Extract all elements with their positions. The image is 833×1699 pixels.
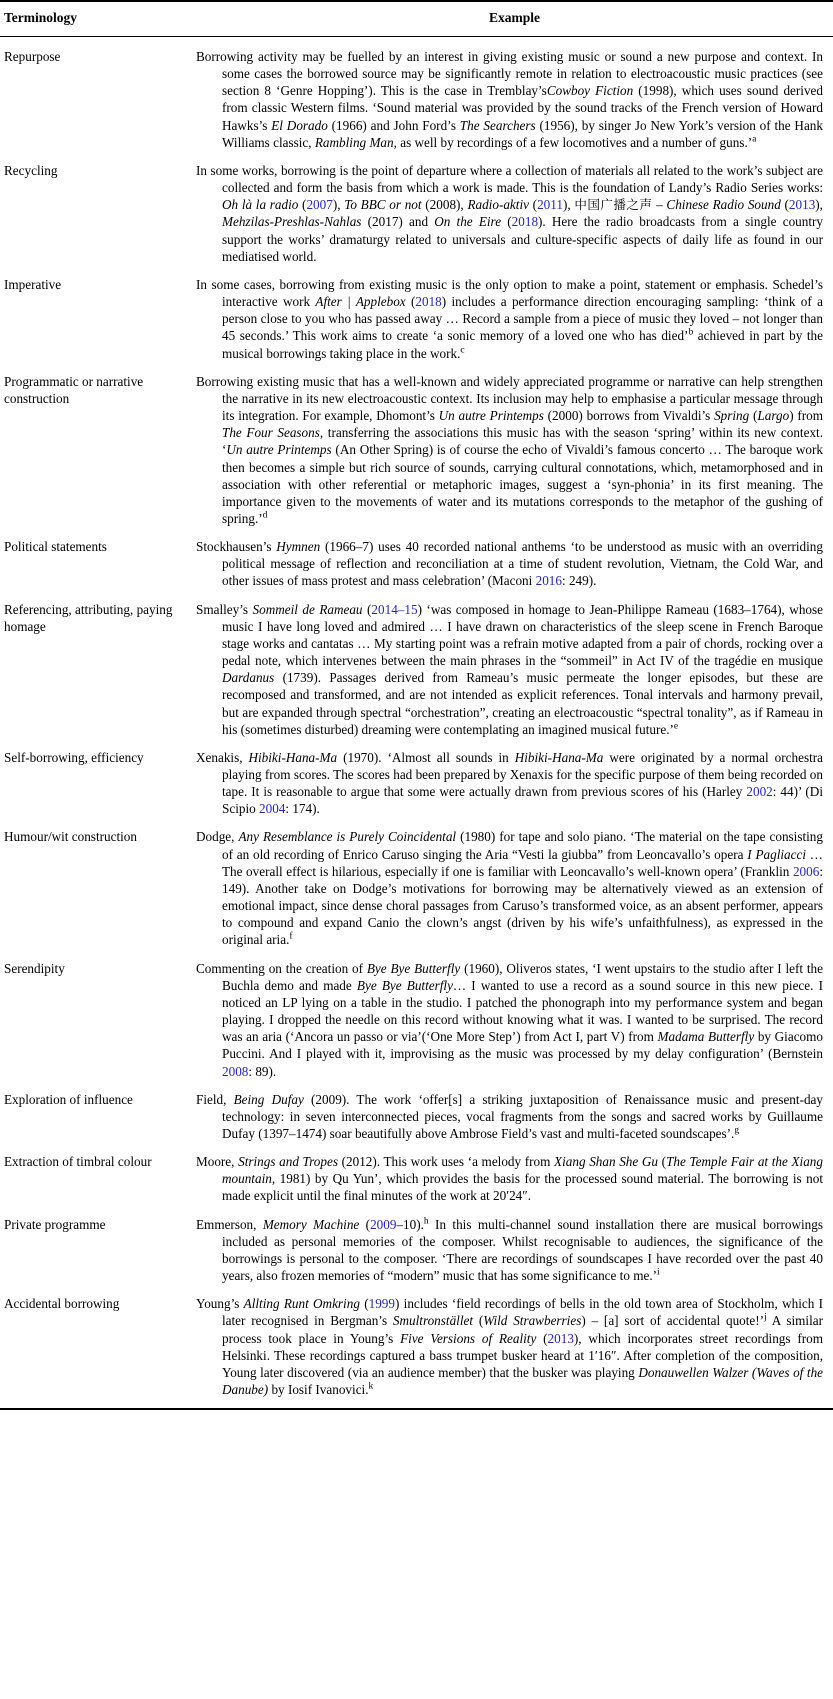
table-row	[0, 527, 833, 589]
term-programmatic-or-narrative-construction: Programmatic or narrative construction	[4, 373, 144, 406]
table-body	[0, 37, 833, 1408]
term-referencing-attributing-paying-homage: Referencing, attributing, paying homage	[4, 601, 173, 634]
terminology-table	[0, 2, 833, 36]
table-row	[0, 949, 833, 1080]
example-accidental-borrowing: Young’s Allting Runt Omkring (1999) includes ‘field recordings of bells in the old town area of Stockholm, which I later recognised in Bergman’s Smultronstället (Wild Strawberries) – [a] sort of accidental quote!’$^j$ A similar process took place in Young’s Five Versions of Reality (2013), which incorporates street recordings from Helsinki. These recordings captured a bass trumpet busker heard at 1′16″. After completion of the composition, Young later discovered (via an audience member) that the busker was playing Donauwellen Walzer (Waves of the Danube) by Iosif Ivanovici.$^k$	[196, 1296, 824, 1398]
table-head	[0, 2, 833, 36]
term-political-statements: Political statements	[4, 539, 107, 555]
table-row	[0, 265, 833, 362]
term-self-borrowing-efficiency: Self-borrowing, efficiency	[4, 749, 144, 765]
example-programmatic-or-narrative-construction: Borrowing existing music that has a well-known and widely appreciated programme or narrative can help strengthen the narrative in its new electroacoustic context. Its inclusion may help to emphasise a particular message through its integration. For example, Dhomont’s Un autre Printemps (2000) borrows from Vivaldi’s Spring (Largo) from The Four Seasons, transferring the associations this music has with the season ‘spring’ within its new context. ‘Un autre Printemps (An Other Spring) is of course the echo of Vivaldi’s famous concerto … The baroque work then becomes a simple but rich source of sounds, carrying cultural connotations, which, metamorphosed and in association with other referential or metaphoric images, suggest a ‘syn-phonia’ in its first meaning. The importance given to the movements of water and its mutations corresponds to the metaphor of the gushing of spring.’$^d$	[196, 373, 824, 526]
term-imperative: Imperative	[4, 276, 62, 292]
table-row	[0, 1284, 833, 1408]
term-extraction-of-timbral-colour: Extraction of timbral colour	[4, 1154, 152, 1170]
table-row	[0, 362, 833, 527]
example-repurpose: Borrowing activity may be fuelled by an interest in giving existing music or sound a new purpose and context. In some cases the borrowed source may be significantly remote in relation to electroacoustic music practices (see section 8 ‘Genre Hopping’). This is the case in Tremblay’sCowboy Fiction (1998), which uses sound derived from classic Western films. ‘Sound material was provided by the sound tracks of the French version of Howard Hawks’s El Dorado (1966) and John Ford’s The Searchers (1956), by singer Jo New York’s version of the Hank Williams classic, Rambling Man, as well by recordings of a few locomotives and a number of guns.’$^a$	[196, 48, 823, 150]
table-row	[0, 1205, 833, 1285]
example-recycling: In some works, borrowing is the point of departure where a collection of materials all related to the work’s subject are collected and form the basis from which a work is made. This is the foundation of Landy’s Radio Series works: Oh là la radio (2007), To BBC or not (2008), Radio-aktiv (2011), 中国广播之声 – Chinese Radio Sound (2013), Mehzilas-Preshlas-Nahlas (2017) and On the Eire (2018). Here the radio broadcasts from a single country support the works’ dramaturgy related to universals and culture-specific aspects of daily life as found in our mediatised world.	[196, 162, 823, 264]
example-extraction-of-timbral-colour: Moore, Strings and Tropes (2012). This work uses ‘a melody from Xiang Shan She Gu (The Temple Fair at the Xiang mountain, 1981) by Qu Yun’, which provides the basis for the processed sound material. The borrowing is not made explicit until the final minutes of the work at 20′24″.	[196, 1154, 823, 1204]
example-private-programme: Emmerson, Memory Machine (2009–10).$^h$ In this multi-channel sound installation there are musical borrowings included as personal memories of the composer. Whilst recognisable to audiences, the significance of the borrowings is personal to the composer. ‘There are recordings of soundscapes I have recorded over the past 40 years, also frozen memories of “modern” music that has some significance to me.’$^i$	[196, 1216, 824, 1284]
example-exploration-of-influence: Field, Being Dufay (2009). The work ‘offer[s] a striking juxtaposition of Renaissance music and present-day technology: in seven interconnected pieces, vocal fragments from the songs and sacred works by Guillaume Dufay (1397–1474) soar beautifully above Ambrose Field’s vast and multi-faceted soundscapes’.$^g$	[196, 1091, 823, 1141]
example-political-statements: Stockhausen’s Hymnen (1966–7) uses 40 recorded national anthems ‘to be understood as music with an overriding political message of reflection and reconciliation at a time of student revolution, Vietnam, the Cold War, and other issues of mass protest and mass celebration’ (Maconi 2016: 249).	[196, 539, 823, 589]
table-bottom-rule	[0, 1408, 833, 1410]
example-imperative: In some cases, borrowing from existing music is the only option to make a point, statement or emphasis. Schedel’s interactive work After | Applebox (2018) includes a performance direction encouraging sampling: ‘think of a person close to you who has passed away … Record a sample from a piece of music they loved – not longer than 45 seconds.’ This work aims to create ‘a sonic memory of a loved one who has died’$^b$ achieved in part by the musical borrowings taking place in the work.$^c$	[196, 276, 823, 361]
table-row	[0, 817, 833, 948]
term-serendipity: Serendipity	[4, 960, 65, 976]
example-serendipity: Commenting on the creation of Bye Bye Butterfly (1960), Oliveros states, ‘I went upstairs to the studio after I left the Buchla demo and made Bye Bye Butterfly… I wanted to use a record as a sound source in this new piece. I noticed an LP lying on a table in the studio. I patched the phonograph into my performance system and began playing. I dropped the needle on this record without knowing what it was. I wanted to be surprised. The record was an aria (‘Ancora un passo or via’(‘One More Step’) from Act I, part V) from Madama Butterfly by Giacomo Puccini. And I played with it, improvising as the music was processed by my delay configuration’ (Bernstein 2008: 89).	[196, 960, 823, 1079]
header-row	[0, 2, 833, 36]
column-header-example: Example	[488, 10, 540, 25]
table-row	[0, 1142, 833, 1204]
term-private-programme: Private programme	[4, 1216, 106, 1232]
term-repurpose: Repurpose	[4, 48, 61, 64]
table-row	[0, 37, 833, 151]
term-humour-wit-construction: Humour/wit construction	[4, 829, 137, 845]
table-row	[0, 590, 833, 738]
term-exploration-of-influence: Exploration of influence	[4, 1091, 133, 1107]
terminology-table-body	[0, 37, 833, 1408]
table-row	[0, 1080, 833, 1142]
example-humour-wit-construction: Dodge, Any Resemblance is Purely Coincidental (1980) for tape and solo piano. ‘The material on the tape consisting of an old recording of Enrico Caruso singing the Aria “Vesti la giubba” from Leoncavallo’s opera I Pagliacci … The overall effect is hilarious, especially if one is familiar with Leoncavallo’s well-known opera’ (Franklin 2006: 149). Another take on Dodge’s motivations for borrowing may be alternatively viewed as an extension of emotional impact, since dense choral passages from Caruso’s transformed voice, as an absent performer, appears to compound and expand Canio the clown’s angst (driven by his wife’s unfaithfulness), as expressed in the original aria.$^f$	[196, 829, 823, 948]
term-recycling: Recycling	[4, 162, 58, 178]
example-self-borrowing-efficiency: Xenakis, Hibiki-Hana-Ma (1970). ‘Almost all sounds in Hibiki-Hana-Ma were originated by a normal orchestra playing from scores. The scores had been prepared by Xenaxis for the specific purpose of them being recorded on tape. It is reasonable to argue that some were actually drawn from previous scores of his (Harley 2002: 44)’ (Di Scipio 2004: 174).	[196, 749, 823, 817]
table-row	[0, 151, 833, 265]
example-referencing-attributing-paying-homage: Smalley’s Sommeil de Rameau (2014–15) ‘was composed in homage to Jean-Philippe Rameau (1683–1764), whose music I have long loved and admired … I have drawn on characteristics of the sleep scene in French Baroque stage works and cantatas … My starting point was a refrain motive adapted from a pair of chords, rocking over a pedal note, which intervenes between the main phrases in the “sommeil” in Act IV of the tragédie en musique Dardanus (1739). Passages derived from Rameau’s music permeate the longer episodes, but these are recomposed and transformed, and are not intended as explicit references. Tonal intervals and harmony prevail, but are expanded through spectral “orchestration”, creating an electroacoustic “spectral tonality”, as if Rameau in his (sometimes disturbed) dreaming were contemplating an imagined musical future.’$^e$	[196, 601, 823, 737]
term-accidental-borrowing: Accidental borrowing	[4, 1296, 120, 1312]
column-header-terminology: Terminology	[4, 10, 78, 25]
table-row	[0, 738, 833, 818]
